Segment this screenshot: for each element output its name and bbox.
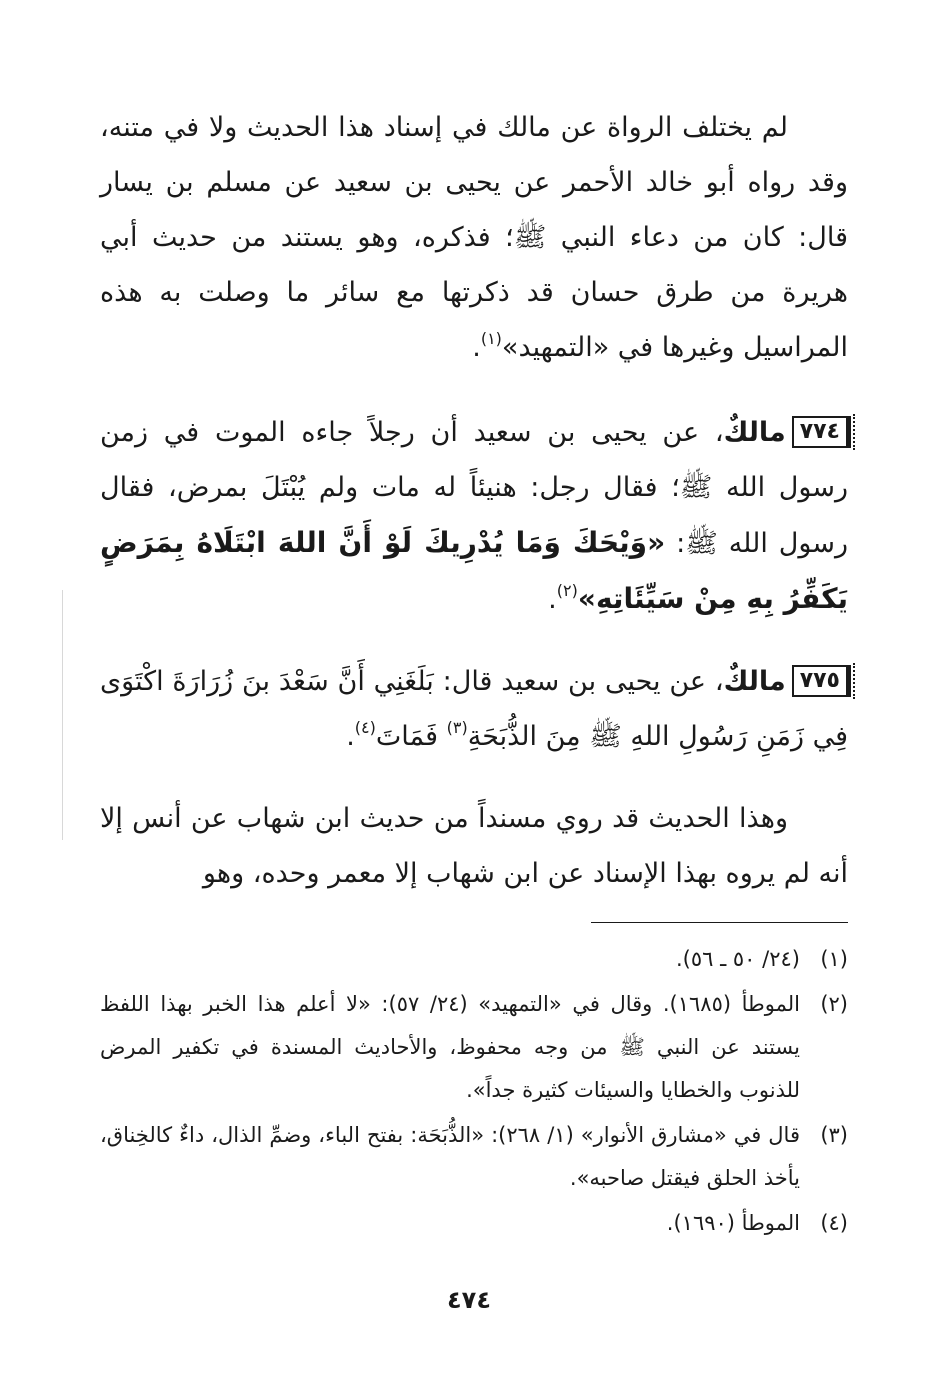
hadith-quote: «وَيْحَكَ وَمَا يُدْرِيكَ لَوْ أَنَّ اللهَ ابْتَلَاهُ بِمَرَضٍ يَكَفِّرُ بِهِ مِنْ سَيِّئَاتِهِ» [100, 526, 848, 615]
narrator-name: مالكٌ [723, 666, 786, 697]
footnote-ref[interactable]: (٢) [556, 581, 578, 600]
hadith-number-badge: ٧٧٤ [792, 416, 848, 448]
footnote-4 [100, 1202, 848, 1245]
hadith-text: ، عن يحيى بن سعيد قال: بَلَغَنِي أَنَّ سَعْدَ بنَ زُرَارَةَ اكْتَوَى فِي زَمَنِ رَسُولِ اللهِ ﷺ مِنَ الذُّبَحَةِ [100, 666, 848, 752]
footnote-number: (١) [820, 947, 848, 971]
hadith-text: ، عن يحيى بن سعيد أن رجلاً جاءه الموت في زمن رسول الله ﷺ؛ فقال رجل: هنيئاً له مات ولم يُبْتَلَ بمرض، فقال رسول الله ﷺ: [100, 417, 848, 559]
punctuation: . [346, 721, 355, 752]
paragraph-commentary-1 [100, 100, 848, 375]
spacer [100, 764, 848, 791]
paragraph-commentary-2 [100, 791, 848, 901]
main-text [100, 100, 848, 901]
footnote-text: (٢٤/ ٥٠ ـ ٥٦). [675, 947, 800, 971]
page-number: ٤٧٤ [447, 1286, 491, 1314]
footnote-1 [100, 938, 848, 981]
footnote-text: قال في «مشارق الأنوار» (١/ ٢٦٨): «الذُّبَحَة: بفتح الباء، وضمِّ الذال، داءٌ كالخِناق، يأخذ الحلق فيقتل صاحبه». [100, 1123, 800, 1190]
footnote-ref[interactable]: (٤) [354, 718, 376, 737]
narrator-name: مالكٌ [723, 417, 786, 448]
paragraph-text: وهذا الحديث قد روي مسنداً من حديث ابن شهاب عن أنس إلا أنه لم يروه بهذا الإسناد عن ابن شهاب إلا معمر وحده، وهو [100, 803, 848, 889]
footnotes [100, 938, 848, 1247]
footnote-number: (٣) [820, 1123, 848, 1147]
hadith-775 [100, 654, 848, 764]
footnote-text: الموطأ (١٦٩٠). [666, 1211, 800, 1235]
footnote-text: الموطأ (١٦٨٥). وقال في «التمهيد» (٢٤/ ٥٧): «لا أعلم هذا الخبر بهذا اللفظ يستند عن النبي ﷺ من وجه محفوظ، والأحاديث المسندة في تكفير المرض للذنوب والخطايا والسيئات كثيرة جداً». [100, 992, 800, 1102]
footnote-number: (٤) [820, 1211, 848, 1235]
margin-guide-line [62, 590, 63, 840]
spacer [100, 375, 848, 405]
footnote-3 [100, 1114, 848, 1200]
footnote-ref[interactable]: (١) [480, 329, 502, 348]
punctuation: . [472, 332, 481, 363]
hadith-774 [100, 405, 848, 627]
spacer [100, 627, 848, 654]
footnote-2 [100, 983, 848, 1112]
footnote-number: (٢) [820, 992, 848, 1016]
punctuation: . [548, 584, 557, 615]
footnote-ref[interactable]: (٣) [446, 718, 468, 737]
footnote-separator [591, 922, 848, 923]
paragraph-text: لم يختلف الرواة عن مالك في إسناد هذا الحديث ولا في متنه، وقد رواه أبو خالد الأحمر عن يحيى بن سعيد عن مسلم بن يسار قال: كان من دعاء النبي ﷺ؛ فذكره، وهو يستند من حديث أبي هريرة من طرق حسان قد ذكرتها مع سائر ما وصلت به هذه المراسيل وغيرها في «التمهيد» [100, 112, 848, 363]
hadith-number-badge: ٧٧٥ [792, 665, 848, 697]
hadith-text-end: فَمَاتَ [375, 721, 447, 752]
